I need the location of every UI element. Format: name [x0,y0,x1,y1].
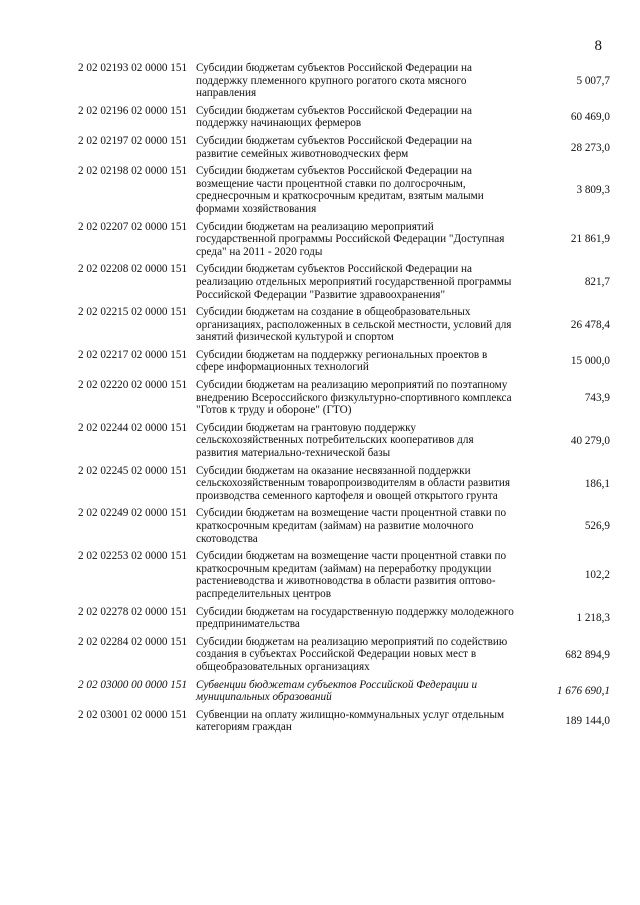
table-row [78,263,610,301]
budget-code: 2 02 02193 02 0000 151 [78,62,188,74]
budget-code: 2 02 02196 02 0000 151 [78,104,188,117]
row-amount: 60 469,0 [570,111,610,124]
row-description: Субсидии бюджетам субъектов Российской Федерации на поддержку начинающих фермеров [196,104,472,130]
row-amount: 821,7 [584,276,610,289]
row-amount: 26 478,4 [570,318,610,331]
table-row [78,62,610,100]
table-row [78,636,610,674]
row-amount: 189 144,0 [565,715,610,728]
row-amount: 102,2 [584,569,610,582]
budget-code: 2 02 03000 00 0000 151 [78,678,188,691]
row-description: Субсидии бюджетам на государственную поддержку молодежного предпринимательства [196,605,514,631]
budget-code: 2 02 02278 02 0000 151 [78,605,188,618]
budget-code: 2 02 02249 02 0000 151 [78,507,188,520]
budget-code: 2 02 02217 02 0000 151 [78,348,188,361]
row-amount: 186,1 [584,477,610,490]
row-description: Субсидии бюджетам субъектов Российской Федерации на возмещение части процентной ставки по долгосрочным, среднесрочным и краткосрочным кредитам, взятым малыми формами хозяйствования [196,165,484,215]
table-row [78,379,610,417]
table-row-subtotal [78,679,610,704]
row-amount: 15 000,0 [570,355,610,368]
row-amount: 21 861,9 [570,233,610,246]
row-description: Субсидии бюджетам субъектов Российской Федерации на развитие семейных животноводческих ферм [196,134,472,160]
budget-code: 2 02 02198 02 0000 151 [78,165,188,178]
table-row [78,606,610,631]
row-description: Субсидии бюджетам на возмещение части процентной ставки по краткосрочным кредитам (займам) на переработку продукции растениеводства и животноводства в области развития оптово-распределительных центров [196,550,507,600]
row-amount: 1 218,3 [576,612,610,625]
row-description: Субсидии бюджетам на оказание несвязанной поддержки сельскохозяйственным товаропроизводителям в области развития производства семенного картофеля и овощей открытого грунта [196,464,510,502]
table-row [78,105,610,130]
budget-code: 2 02 02220 02 0000 151 [78,379,188,392]
table-row [78,221,610,259]
row-amount: 3 809,3 [576,184,610,197]
row-description: Субвенции на оплату жилищно-коммунальных услуг отдельным категориям граждан [196,708,505,734]
row-description: Субсидии бюджетам на реализацию мероприятий по поэтапному внедрению Всероссийского физкультурно-спортивного комплекса "Готов к труду и обороне" (ГТО) [196,379,512,417]
row-description: Субвенции бюджетам субъектов Российской Федерации и муниципальных образований [196,678,478,704]
row-description: Субсидии бюджетам на создание в общеобразовательных организациях, расположенных в сельской местности, условий для занятий физической культурой и спортом [196,306,512,344]
row-description: Субсидии бюджетам субъектов Российской Федерации на поддержку племенного крупного рогатого скота мясного направления [196,62,472,100]
table-row [78,550,610,600]
row-amount: 682 894,9 [565,648,610,661]
row-amount: 28 273,0 [570,141,610,154]
page-number: 8 [594,38,602,54]
budget-code: 2 02 02197 02 0000 151 [78,134,188,147]
table-row [78,422,610,460]
row-amount: 526,9 [584,520,610,533]
row-description: Субсидии бюджетам на возмещение части процентной ставки по краткосрочным кредитам (займам) на развитие молочного скотоводства [196,507,507,545]
row-description: Субсидии бюджетам на реализацию мероприятий по содействию создания в субъектах Российской Федерации новых мест в общеобразовательных организациях [196,635,508,673]
table-row [78,135,610,160]
budget-table [78,62,610,739]
row-description: Субсидии бюджетам на грантовую поддержку сельскохозяйственных потребительских кооперативов для развития материально-технической базы [196,421,474,460]
row-amount: 5 007,7 [576,74,610,87]
budget-code: 2 02 02284 02 0000 151 [78,635,188,648]
table-row [78,165,610,215]
row-description: Субсидии бюджетам на поддержку региональных проектов в сфере информационных технологий [196,348,488,374]
budget-code: 2 02 02207 02 0000 151 [78,220,188,233]
budget-code: 2 02 03001 02 0000 151 [78,708,188,721]
budget-code: 2 02 02253 02 0000 151 [78,550,188,563]
budget-code: 2 02 02245 02 0000 151 [78,464,188,477]
row-amount: 1 676 690,1 [556,685,610,698]
table-row [78,465,610,503]
table-row [78,507,610,545]
budget-code: 2 02 02208 02 0000 151 [78,263,188,276]
table-row [78,349,610,374]
table-row [78,709,610,734]
row-description: Субсидии бюджетам субъектов Российской Федерации на реализацию отдельных мероприятий государственной программы Российской Федерации "Развитие здравоохранения" [196,263,512,301]
row-description: Субсидии бюджетам на реализацию мероприятий государственной программы Российской Федерации "Доступная среда" на 2011 - 2020 годы [196,220,505,258]
row-amount: 40 279,0 [570,434,610,447]
budget-code: 2 02 02215 02 0000 151 [78,306,188,319]
row-amount: 743,9 [584,391,610,404]
table-row [78,306,610,344]
budget-code: 2 02 02244 02 0000 151 [78,421,188,434]
